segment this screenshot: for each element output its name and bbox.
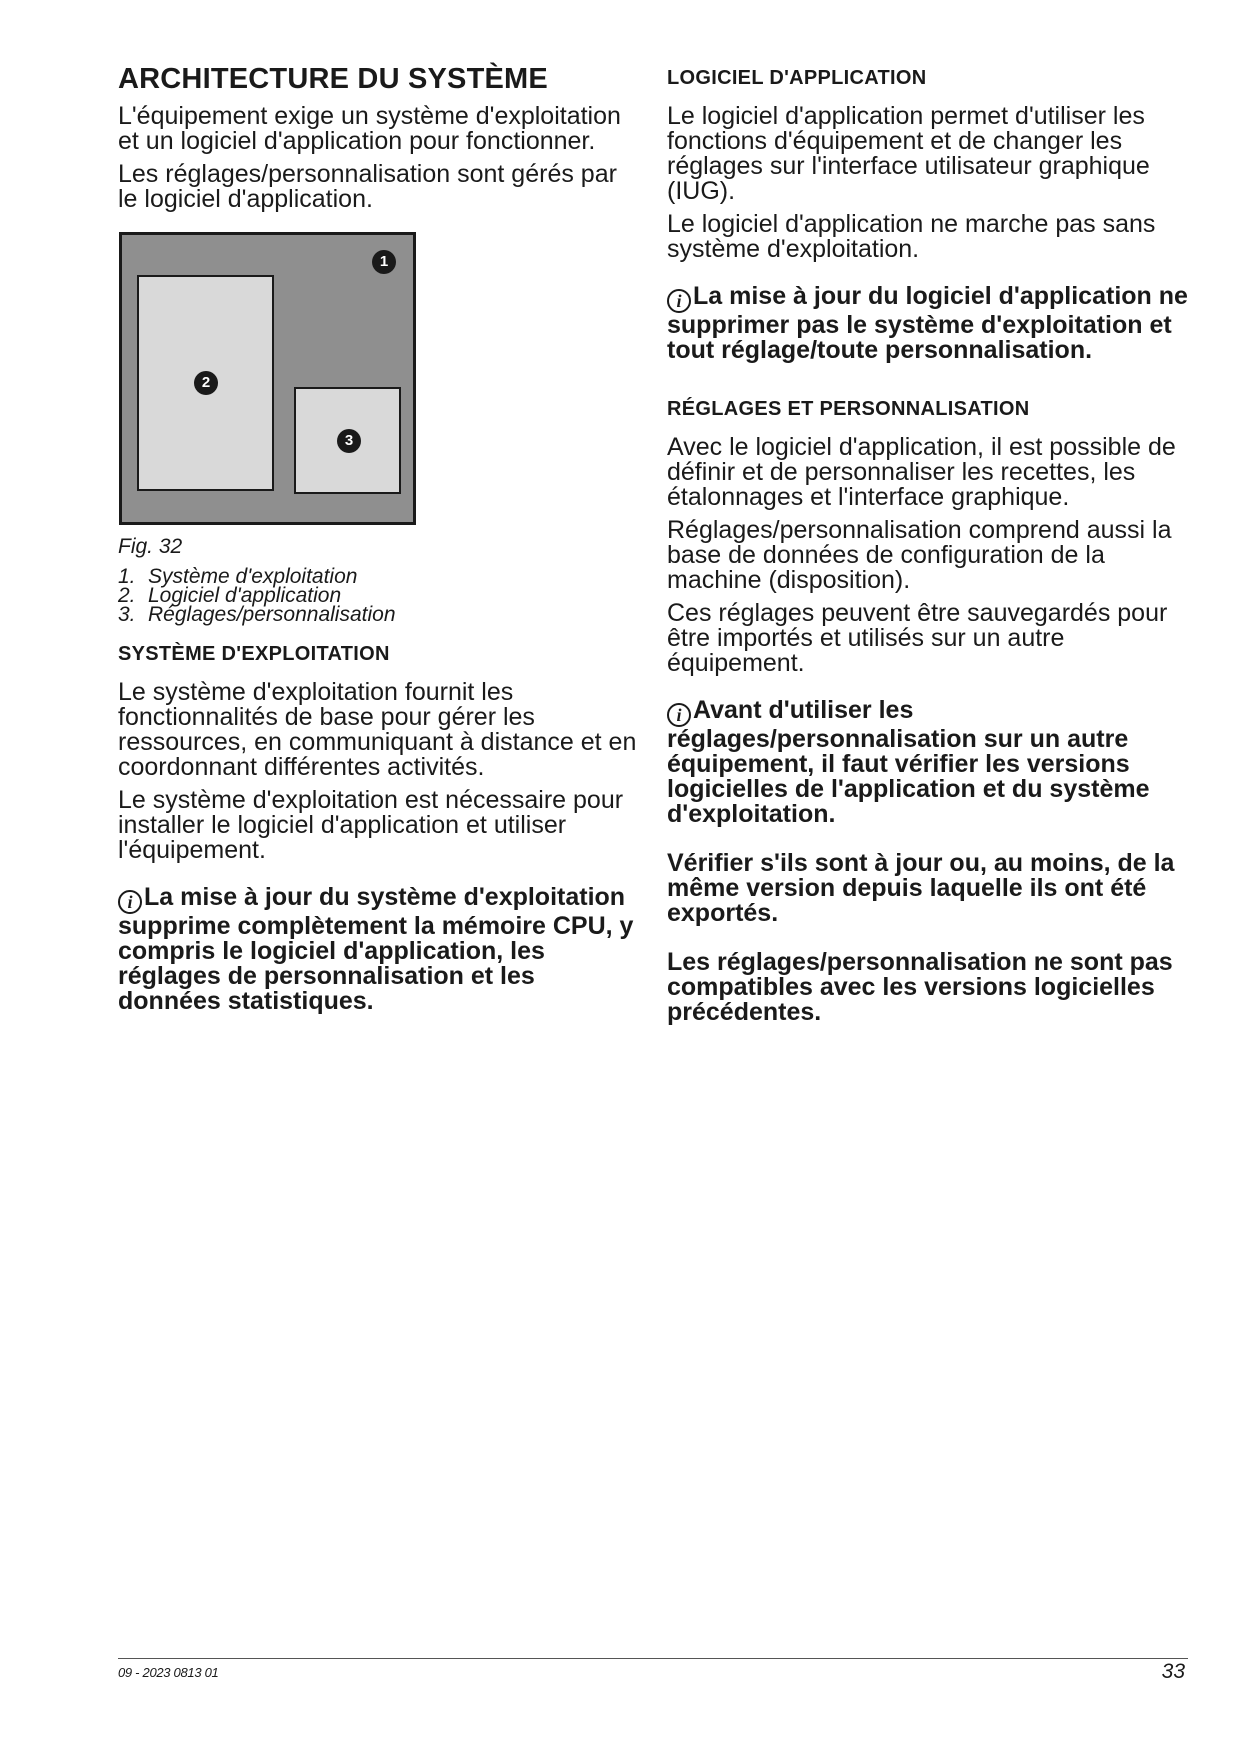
os-info-note: i La mise à jour du système d'exploitation supprime complètement la mémoire CPU, y compris le logiciel d'application, les réglages de personnalisation et les données statistiques. (118, 883, 634, 1015)
settings-note-version: Vérifier s'ils sont à jour ou, au moins, de la même version depuis laquelle ils ont été exportés. (667, 849, 1175, 927)
legend-item: 2. Logiciel d'application (118, 584, 342, 607)
legend-item: 1. Système d'exploitation (118, 565, 358, 588)
settings-note-compatibility: Les réglages/personnalisation ne sont pas compatibles avec les versions logicielles précédentes. (667, 948, 1173, 1026)
document-reference: 09 - 2023 0813 01 (118, 1665, 219, 1680)
page-number: 33 (1161, 1660, 1185, 1683)
intro-paragraph-2: Les réglages/personnalisation sont gérés par le logiciel d'application. (118, 160, 617, 213)
info-circle-icon: i (667, 703, 691, 727)
section-heading-application: LOGICIEL D'APPLICATION (667, 67, 927, 89)
architecture-diagram (119, 232, 416, 525)
application-paragraph-2: Le logiciel d'application ne marche pas sans système d'exploitation. (667, 210, 1156, 263)
section-heading-settings: RÉGLAGES ET PERSONNALISATION (667, 398, 1030, 420)
figure-caption: Fig. 32 (118, 535, 183, 558)
settings-info-note: i Avant d'utiliser les réglages/personnalisation sur un autre équipement, il faut vérifier les versions logicielles de l'application et du système d'exploitation. (667, 696, 1150, 828)
section-heading-os: SYSTÈME D'EXPLOITATION (118, 643, 390, 665)
info-circle-icon: i (667, 289, 691, 313)
left-column (118, 62, 638, 1036)
footer-divider (118, 1658, 1188, 1659)
legend-item: 3. Réglages/personnalisation (118, 603, 396, 626)
application-info-note: i La mise à jour du logiciel d'application ne supprimer pas le système d'exploitation et tout réglage/toute personnalisation. (667, 282, 1188, 364)
os-paragraph-2: Le système d'exploitation est nécessaire pour installer le logiciel d'application et utiliser l'équipement. (118, 786, 624, 864)
settings-paragraph-3: Ces réglages peuvent être sauvegardés pour être importés et utilisés sur un autre équipement. (667, 599, 1168, 677)
info-circle-icon: i (118, 890, 142, 914)
figure-legend (118, 567, 638, 624)
callout-2: 2 (194, 371, 218, 395)
callout-3: 3 (337, 429, 361, 453)
settings-paragraph-2: Réglages/personnalisation comprend aussi la base de données de configuration de la machine (disposition). (667, 516, 1172, 594)
callout-1: 1 (372, 250, 396, 274)
application-paragraph-1: Le logiciel d'application permet d'utiliser les fonctions d'équipement et de changer les réglages sur l'interface utilisateur graphique (IUG). (667, 102, 1150, 205)
settings-paragraph-1: Avec le logiciel d'application, il est possible de définir et de personnaliser les recettes, les étalonnages et l'interface graphique. (667, 433, 1176, 511)
os-paragraph-1: Le système d'exploitation fournit les fonctionnalités de base pour gérer les ressources, en communiquant à distance et en coordonnant différentes activités. (118, 678, 637, 781)
intro-paragraph-1: L'équipement exige un système d'exploitation et un logiciel d'application pour fonctionner. (118, 102, 621, 155)
right-column (667, 62, 1202, 1047)
page-title: ARCHITECTURE DU SYSTÈME (118, 63, 548, 95)
